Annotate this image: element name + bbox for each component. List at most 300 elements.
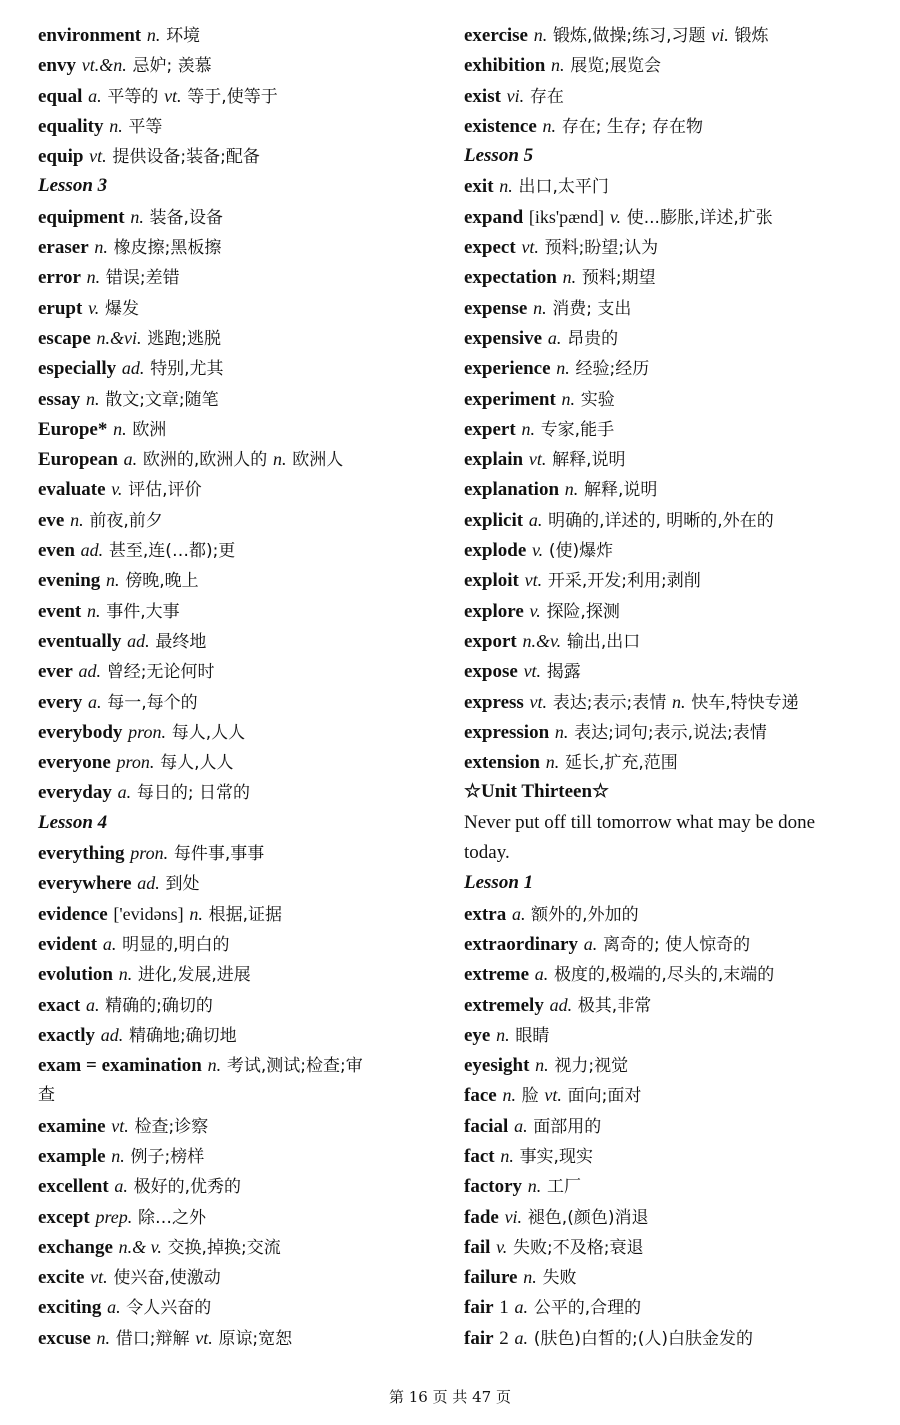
part-of-speech: v. xyxy=(532,540,544,561)
definition: 昂贵的 xyxy=(567,328,619,349)
word-entry xyxy=(38,990,438,1020)
headword: extreme xyxy=(464,964,530,986)
definition-2: 等于,使等于 xyxy=(187,86,278,107)
headword: explain xyxy=(464,449,524,471)
part-of-speech: n. xyxy=(561,388,576,409)
headword: export xyxy=(464,630,517,652)
definition: 每人,人人 xyxy=(171,722,246,743)
headword: evidence xyxy=(38,903,108,925)
word-entry xyxy=(38,293,438,323)
part-of-speech: n. xyxy=(87,600,101,621)
part-of-speech: n. xyxy=(118,964,133,985)
headword: factory xyxy=(464,1176,523,1198)
headword: experience xyxy=(464,358,551,380)
headword: expose xyxy=(464,661,518,683)
definition: 表达;表示;表情 xyxy=(552,692,667,713)
headword: everyday xyxy=(38,782,112,804)
definition: 根据,证据 xyxy=(208,904,282,925)
headword: exit xyxy=(464,176,494,198)
part-of-speech: n. xyxy=(499,176,513,197)
definition: 揭露 xyxy=(546,662,581,683)
definition: 存在; 生存; 存在物 xyxy=(561,116,704,137)
part-of-speech: a. xyxy=(547,327,562,348)
word-entry xyxy=(38,141,438,171)
part-of-speech: a. xyxy=(85,994,100,1015)
word-entry xyxy=(38,747,438,777)
word-entry xyxy=(464,1111,874,1141)
headword: Europe* xyxy=(38,418,108,440)
definition: 视力;视觉 xyxy=(554,1056,629,1077)
definition: 特别,尤其 xyxy=(150,359,224,380)
headword: expectation xyxy=(464,267,557,289)
part-of-speech: n.&vi. xyxy=(96,327,142,348)
word-entry xyxy=(464,171,874,201)
definition: 离奇的; 使人惊奇的 xyxy=(602,934,751,955)
word-entry xyxy=(464,899,874,929)
word-entry xyxy=(38,1262,438,1292)
word-entry xyxy=(464,202,874,232)
part-of-speech-2: vt. xyxy=(544,1085,562,1106)
word-entry xyxy=(38,505,438,535)
definition: 每日的; 日常的 xyxy=(136,783,250,804)
definition: 探险,探测 xyxy=(546,601,620,622)
part-of-speech: n. xyxy=(523,1267,537,1288)
definition: 交换,掉换;交流 xyxy=(167,1237,281,1258)
lesson-heading: Lesson 1 xyxy=(464,872,534,894)
word-entry xyxy=(38,474,438,504)
part-of-speech: n. xyxy=(542,115,557,136)
word-entry xyxy=(464,353,874,383)
word-entry xyxy=(464,81,874,111)
proverb-text: today. xyxy=(464,842,510,864)
headword: erupt xyxy=(38,297,83,319)
definition: 橡皮擦;黑板擦 xyxy=(113,238,222,259)
word-entry xyxy=(464,535,874,565)
headword: evening xyxy=(38,570,101,592)
word-entry xyxy=(38,20,438,50)
definition: 使...膨胀,详述,扩张 xyxy=(626,207,773,228)
headword: expert xyxy=(464,418,516,440)
definition: 褪色,(颜色)消退 xyxy=(527,1207,649,1228)
part-of-speech: vi. xyxy=(504,1206,523,1227)
definition-2: 欧洲人 xyxy=(292,450,344,471)
part-of-speech: n. xyxy=(545,752,560,773)
part-of-speech: a. xyxy=(514,1297,529,1318)
part-of-speech: n. xyxy=(106,570,120,591)
part-of-speech: n. xyxy=(500,1145,514,1166)
headword: extraordinary xyxy=(464,933,578,955)
definition: 预料;盼望;认为 xyxy=(544,238,659,259)
part-of-speech: n. xyxy=(189,903,203,924)
word-entry xyxy=(464,929,874,959)
part-of-speech: n. xyxy=(527,1176,542,1197)
headword: exploit xyxy=(464,570,519,592)
part-of-speech: n. xyxy=(521,418,535,439)
word-entry xyxy=(38,232,438,262)
headword: expect xyxy=(464,237,516,259)
part-of-speech: v. xyxy=(529,600,541,621)
definition: (使)爆炸 xyxy=(548,541,614,562)
part-of-speech-2: vi. xyxy=(711,25,729,45)
part-of-speech: a. xyxy=(102,933,117,954)
part-of-speech: vt. xyxy=(529,691,548,712)
definition-2: 原谅;宽恕 xyxy=(218,1328,293,1349)
word-entry xyxy=(38,1292,438,1322)
word-entry xyxy=(38,1111,438,1141)
word-entry xyxy=(464,262,874,292)
definition: 专家,能手 xyxy=(540,419,615,440)
definition: 每件事,事事 xyxy=(173,844,265,865)
definition: 经验;经历 xyxy=(575,359,650,380)
definition: 最终地 xyxy=(155,631,207,652)
part-of-speech: ad. xyxy=(121,358,145,379)
headword: except xyxy=(38,1206,90,1228)
headword: explanation xyxy=(464,479,560,501)
word-entry xyxy=(464,687,874,717)
headword: fair xyxy=(464,1297,494,1319)
definition: 解释,说明 xyxy=(584,480,658,501)
definition: 存在 xyxy=(529,86,564,107)
headword: evident xyxy=(38,933,98,955)
definition: 忌妒; 羡慕 xyxy=(132,56,212,77)
part-of-speech: ad. xyxy=(78,661,102,682)
headword: everything xyxy=(38,843,125,865)
word-entry xyxy=(38,626,438,656)
definition: 失败 xyxy=(542,1268,577,1289)
definition: 环境 xyxy=(166,26,201,46)
definition: 失败;不及格;衰退 xyxy=(513,1237,644,1258)
word-entry xyxy=(464,1202,874,1232)
page-footer: 第 16 页 共 47 页 xyxy=(388,1388,511,1406)
lesson-heading: Lesson 4 xyxy=(38,811,108,833)
word-entry xyxy=(38,1020,438,1050)
word-entry xyxy=(38,656,438,686)
headword: everywhere xyxy=(38,873,132,895)
definition: 爆发 xyxy=(104,298,139,319)
headword: essay xyxy=(38,388,81,410)
headword: exchange xyxy=(38,1236,113,1258)
word-entry xyxy=(464,656,874,686)
definition: 欧洲 xyxy=(132,419,167,440)
headword: fade xyxy=(464,1206,499,1228)
word-entry xyxy=(38,929,438,959)
definition: 曾经;无论何时 xyxy=(106,662,215,683)
definition: 公平的,合理的 xyxy=(533,1298,642,1319)
part-of-speech: n. xyxy=(146,25,161,45)
headword: envy xyxy=(38,55,76,77)
part-of-speech: pron. xyxy=(128,721,167,742)
word-entry xyxy=(464,1171,874,1201)
definition: 每一,每个的 xyxy=(107,692,198,713)
part-of-speech: n. xyxy=(85,388,100,409)
word-entry xyxy=(38,777,438,807)
headword: express xyxy=(464,691,524,713)
definition: 使兴奋,使激动 xyxy=(113,1268,221,1289)
definition: 平等 xyxy=(128,116,163,137)
part-of-speech: a. xyxy=(88,85,102,106)
headword: examine xyxy=(38,1115,106,1137)
left-column xyxy=(38,20,438,1353)
headword: eventually xyxy=(38,630,122,652)
part-of-speech: pron. xyxy=(130,843,169,864)
part-of-speech: ad. xyxy=(127,630,150,651)
headword: explicit xyxy=(464,509,524,531)
definition: 解释,说明 xyxy=(552,450,626,471)
part-of-speech: n. xyxy=(96,1327,110,1348)
headword: exercise xyxy=(464,25,528,46)
word-entry xyxy=(38,1232,438,1262)
part-of-speech: n. xyxy=(94,237,108,258)
part-of-speech: a. xyxy=(528,509,543,530)
part-of-speech: v. xyxy=(609,206,622,227)
word-entry xyxy=(38,868,438,898)
part-of-speech: n. xyxy=(70,509,84,530)
lesson-heading: Lesson 5 xyxy=(464,145,534,167)
part-of-speech: a. xyxy=(88,691,102,712)
definition: 明显的,明白的 xyxy=(122,934,230,955)
definition: 事实,现实 xyxy=(519,1146,593,1167)
headword: even xyxy=(38,540,75,562)
headword: exam = examination xyxy=(38,1055,202,1077)
headword: exactly xyxy=(38,1024,95,1046)
headword: expression xyxy=(464,721,550,743)
word-entry xyxy=(38,111,438,141)
part-of-speech: a. xyxy=(534,964,549,985)
part-of-speech: a. xyxy=(123,449,138,470)
part-of-speech: vt. xyxy=(90,1267,108,1288)
definition: 例子;榜样 xyxy=(130,1146,205,1167)
headword: extremely xyxy=(464,994,544,1016)
right-column xyxy=(464,20,874,1353)
definition: 提供设备;装备;配备 xyxy=(112,147,260,168)
part-of-speech: a. xyxy=(114,1176,128,1197)
word-entry xyxy=(464,232,874,262)
definition: 借口;辩解 xyxy=(115,1328,190,1349)
word-entry xyxy=(464,626,874,656)
headword: excite xyxy=(38,1267,85,1289)
headword: fact xyxy=(464,1145,495,1167)
headword: equipment xyxy=(38,206,125,228)
headword: extension xyxy=(464,752,540,774)
definition-2: 面向;面对 xyxy=(567,1086,642,1107)
headword: existence xyxy=(464,115,537,137)
word-entry xyxy=(38,81,438,111)
headword: environment xyxy=(38,25,142,46)
part-of-speech: vt. xyxy=(523,661,542,682)
part-of-speech: a. xyxy=(514,1327,529,1348)
word-entry xyxy=(464,323,874,353)
headword: especially xyxy=(38,358,117,380)
headword: facial xyxy=(464,1115,509,1137)
part-of-speech: vt. xyxy=(528,449,547,470)
part-of-speech: n. xyxy=(556,358,570,379)
word-entry xyxy=(464,444,874,474)
part-of-speech: a. xyxy=(117,782,132,803)
headword: extra xyxy=(464,903,507,925)
headword: failure xyxy=(464,1267,518,1289)
definition-continuation: 查 xyxy=(38,1085,55,1106)
headword: explore xyxy=(464,600,524,622)
word-entry xyxy=(38,959,438,989)
part-of-speech: n. xyxy=(535,1055,549,1076)
word-entry xyxy=(464,1050,874,1080)
headword: exist xyxy=(464,85,501,107)
part-of-speech: vt. xyxy=(521,237,539,258)
word-entry xyxy=(464,50,874,80)
definition: 令人兴奋的 xyxy=(126,1298,212,1319)
definition: 输出,出口 xyxy=(566,631,641,652)
word-entry xyxy=(464,414,874,444)
part-of-speech: n. xyxy=(554,721,569,742)
definition-2: 快车,特快专递 xyxy=(691,692,799,713)
headword: equip xyxy=(38,146,84,168)
headword: experiment xyxy=(464,388,556,410)
part-of-speech: n. xyxy=(496,1024,510,1045)
headword: fair xyxy=(464,1327,494,1349)
part-of-speech: v. xyxy=(111,479,123,500)
word-entry xyxy=(464,717,874,747)
definition: 前夜,前夕 xyxy=(89,510,163,531)
word-entry xyxy=(464,959,874,989)
part-of-speech: n. xyxy=(109,115,123,136)
word-entry xyxy=(38,687,438,717)
headword: expense xyxy=(464,297,528,319)
definition: 散文;文章;随笔 xyxy=(105,389,219,410)
part-of-speech: n. xyxy=(207,1055,222,1076)
unit-heading: ☆Unit Thirteen☆ xyxy=(464,781,610,803)
part-of-speech: v. xyxy=(88,297,100,318)
headword: evaluate xyxy=(38,479,106,501)
word-entry xyxy=(38,384,438,414)
word-entry xyxy=(464,1262,874,1292)
word-entry xyxy=(464,474,874,504)
definition: 开采,开发;利用;剥削 xyxy=(547,571,701,592)
headword: excuse xyxy=(38,1327,91,1349)
headword: excellent xyxy=(38,1176,109,1198)
part-of-speech: vt. xyxy=(111,1115,129,1136)
part-of-speech: pron. xyxy=(116,752,155,773)
definition: 检查;诊察 xyxy=(134,1116,209,1137)
headword: exciting xyxy=(38,1297,102,1319)
definition: 出口,太平门 xyxy=(518,177,609,198)
definition: 傍晚,晚上 xyxy=(125,571,199,592)
headword: exhibition xyxy=(464,55,546,77)
definition: 进化,发展,进展 xyxy=(137,965,251,986)
headword: explode xyxy=(464,540,527,562)
word-entry xyxy=(38,323,438,353)
definition: 极其,非常 xyxy=(577,995,652,1016)
part-of-speech: n. xyxy=(86,267,101,288)
headword: error xyxy=(38,267,81,289)
word-entry xyxy=(464,505,874,535)
word-entry xyxy=(464,1020,874,1050)
part-of-speech-2: n. xyxy=(671,691,686,712)
definition: 事件,大事 xyxy=(106,601,180,622)
word-entry xyxy=(38,50,438,80)
word-entry xyxy=(464,747,874,777)
definition: 评估,评价 xyxy=(128,480,202,501)
word-entry xyxy=(38,262,438,292)
part-of-speech: n. xyxy=(111,1145,125,1166)
word-entry xyxy=(38,202,438,232)
definition: 脸 xyxy=(521,1086,539,1107)
definition-2: 锻炼 xyxy=(734,26,769,46)
part-of-speech-2: n. xyxy=(273,449,287,470)
definition: 逃跑;逃脱 xyxy=(147,328,221,349)
part-of-speech: vt. xyxy=(524,570,543,591)
definition: 面部用的 xyxy=(533,1116,602,1137)
word-entry xyxy=(38,535,438,565)
headword: eyesight xyxy=(464,1055,530,1077)
word-entry xyxy=(464,384,874,414)
word-entry xyxy=(464,1323,874,1353)
part-of-speech: n. xyxy=(502,1085,516,1106)
definition: 到处 xyxy=(165,874,200,895)
part-of-speech: a. xyxy=(583,933,598,954)
definition: 每人,人人 xyxy=(160,753,234,774)
definition: 极好的,优秀的 xyxy=(133,1177,242,1198)
headword: equal xyxy=(38,85,83,107)
part-of-speech: n. xyxy=(130,206,144,227)
word-entry xyxy=(38,1202,438,1232)
headword: eve xyxy=(38,509,65,531)
part-of-speech: n.&v. xyxy=(522,630,562,651)
word-entry xyxy=(464,990,874,1020)
part-of-speech: vi. xyxy=(506,85,525,106)
sense-number: 1 xyxy=(499,1297,509,1319)
headword: European xyxy=(38,449,118,471)
part-of-speech: ad. xyxy=(80,540,104,561)
phonetic: ['evidəns] xyxy=(113,903,184,924)
definition: 明确的,详述的, 明晰的,外在的 xyxy=(548,510,774,531)
word-entry xyxy=(38,414,438,444)
word-entry xyxy=(464,596,874,626)
definition: 甚至,连(…都);更 xyxy=(108,541,236,562)
part-of-speech: ad. xyxy=(549,994,573,1015)
headword: evolution xyxy=(38,964,113,986)
phonetic: [iks'pænd] xyxy=(528,206,605,227)
headword: everybody xyxy=(38,721,123,743)
headword: expand xyxy=(464,206,524,228)
word-entry xyxy=(38,596,438,626)
definition: 预料;期望 xyxy=(581,268,656,289)
headword: eraser xyxy=(38,237,89,259)
headword: eye xyxy=(464,1024,491,1046)
headword: event xyxy=(38,600,82,622)
word-entry xyxy=(464,565,874,595)
word-entry xyxy=(38,1323,438,1353)
definition: (肤色)白皙的;(人)白肤金发的 xyxy=(533,1328,754,1349)
definition: 眼睛 xyxy=(515,1025,550,1046)
definition: 表达;词句;表示,说法;表情 xyxy=(574,722,767,743)
headword: exact xyxy=(38,994,81,1016)
definition: 工厂 xyxy=(547,1177,581,1198)
headword: example xyxy=(38,1145,106,1167)
part-of-speech: n. xyxy=(564,479,579,500)
headword: ever xyxy=(38,661,73,683)
headword: equality xyxy=(38,115,104,137)
sense-number: 2 xyxy=(499,1327,509,1349)
part-of-speech: n.& v. xyxy=(118,1236,162,1257)
part-of-speech: ad. xyxy=(137,873,160,894)
word-entry xyxy=(38,717,438,747)
part-of-speech: prep. xyxy=(95,1206,133,1227)
word-entry xyxy=(464,1141,874,1171)
headword: everyone xyxy=(38,752,111,774)
definition: 考试,测试;检查;审 xyxy=(226,1056,363,1077)
word-entry xyxy=(464,1292,874,1322)
part-of-speech: v. xyxy=(496,1236,508,1257)
